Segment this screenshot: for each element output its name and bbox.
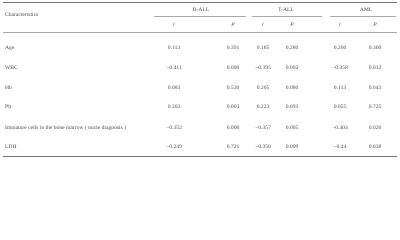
cell-hb-b-all-p: 0.530	[226, 85, 240, 91]
group-header-t-all: T-ALL	[278, 7, 294, 13]
cell-wbc-b-all-r: −0.411	[166, 65, 182, 71]
table-bottom-rule	[3, 156, 397, 157]
cell-immature-aml-p: 0.026	[368, 125, 382, 131]
cell-age-t-all-p: 0.280	[285, 45, 299, 51]
cell-hb-b-all-r: 0.083	[167, 85, 181, 91]
group-rule-t-all	[252, 16, 322, 17]
cell-wbc-b-all-p: 0.000	[226, 65, 240, 71]
cell-plt-aml-p: 0.725	[368, 104, 382, 110]
cell-immature-b-all-p: 0.006	[226, 125, 240, 131]
subheader-p-b-all: P	[231, 22, 235, 28]
subheader-p-aml: P	[373, 22, 377, 28]
row-label-age: Age	[5, 45, 15, 51]
row-label-immature-cells: Immature cells in the bone marrow ( nucle diagnosis )	[5, 125, 127, 131]
cell-wbc-aml-r: −0.358	[332, 65, 348, 71]
cell-wbc-aml-p: 0.012	[368, 65, 382, 71]
cell-hb-aml-r: 0.113	[333, 85, 347, 91]
cell-ldh-aml-p: 0.038	[368, 144, 382, 150]
cell-age-b-all-r: 0.113	[167, 45, 181, 51]
cell-hb-t-all-r: 0.205	[256, 85, 270, 91]
cell-hb-aml-p: 0.643	[368, 85, 382, 91]
cell-plt-t-all-r: 0.223	[256, 104, 270, 110]
cell-age-aml-p: 0.360	[368, 45, 382, 51]
characteristics-header: Characteristics	[5, 12, 39, 18]
cell-wbc-t-all-p: 0.002	[285, 65, 299, 71]
subheader-r-aml: r	[338, 22, 342, 28]
cell-age-b-all-p: 0.391	[226, 45, 240, 51]
cell-immature-aml-r: −0.404	[332, 125, 348, 131]
cell-ldh-b-all-r: −0.249	[166, 144, 182, 150]
cell-immature-t-all-r: −0.357	[255, 125, 271, 131]
cell-age-t-all-r: 0.185	[256, 45, 270, 51]
subheader-r-b-all: r	[172, 22, 176, 28]
cell-ldh-t-all-r: −0.350	[255, 144, 271, 150]
header-bottom-rule	[3, 32, 397, 33]
cell-immature-b-all-r: −0.352	[166, 125, 182, 131]
cell-ldh-b-all-p: 0.721	[226, 144, 240, 150]
cell-immature-t-all-p: 0.005	[285, 125, 299, 131]
cell-ldh-aml-r: −0.44	[333, 144, 347, 150]
cell-plt-b-all-p: 0.003	[226, 104, 240, 110]
group-rule-aml	[330, 16, 396, 17]
group-header-aml: AML	[359, 7, 373, 13]
cell-plt-t-all-p: 0.093	[285, 104, 299, 110]
table-top-rule	[3, 2, 397, 3]
cell-wbc-t-all-r: −0.395	[255, 65, 271, 71]
subheader-r-t-all: r	[261, 22, 265, 28]
cell-plt-b-all-r: 0.303	[167, 104, 181, 110]
cell-ldh-t-all-p: 0.009	[285, 144, 299, 150]
cell-hb-t-all-p: 0.080	[285, 85, 299, 91]
group-rule-b-all	[154, 16, 246, 17]
row-label-plt: Plt	[5, 104, 12, 110]
subheader-p-t-all: P	[290, 22, 294, 28]
row-label-hb: Hb	[5, 85, 12, 91]
cell-plt-aml-r: 0.055	[333, 104, 347, 110]
cell-age-aml-r: 0.260	[333, 45, 347, 51]
row-label-ldh: LDH	[5, 144, 17, 150]
row-label-wbc: WBC	[5, 65, 18, 71]
group-header-b-all: B-ALL	[192, 7, 210, 13]
